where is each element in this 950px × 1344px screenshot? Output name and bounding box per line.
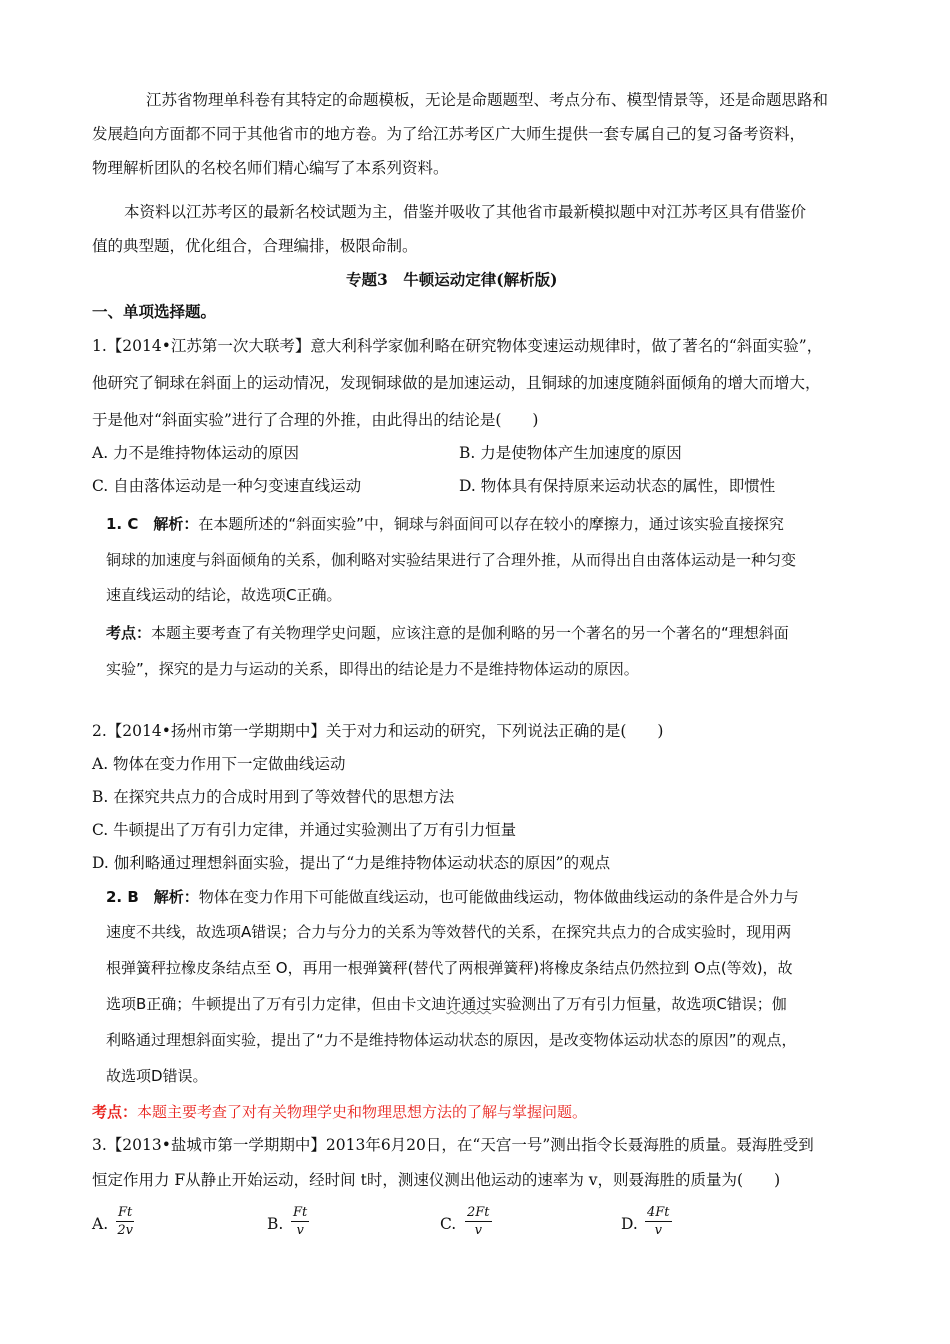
intro-paragraph-1-line-2: 发展趋向方面都不同于其他省市的地方卷。为了给江苏考区广大师生提供一套专属自己的复习备考资料， [92,125,806,143]
intro-paragraph-1-line-3: 物理解析团队的名校名师们精心编写了本系列资料。 [92,159,449,177]
document-title: 专题3 牛顿运动定律(解析版) [346,270,558,289]
q2-option-c: C. 牛顿提出了万有引力定律，并通过实验测出了万有引力恒量 [92,821,517,839]
q3-option-c-label: C. [440,1215,457,1233]
q2-answer-line-1 [106,887,799,907]
q1-option-c: C. 自由落体运动是一种匀变速直线运动 [92,477,362,495]
q2-keypoint [92,1102,587,1122]
q1-keypoint-text-1: 本题主要考查了有关物理学史问题，应该注意的是伽利略的另一个著名的另一个著名的“理想斜面 [151,624,789,642]
q3-option-a-label: A. [92,1215,109,1233]
q1-answer-line-3: 速直线运动的结论，故选项C正确。 [106,586,342,604]
q1-option-d: D. 物体具有保持原来运动状态的属性，即惯性 [459,477,776,495]
q1-answer-line-1 [106,514,784,534]
q3-option-a-numerator: Ft [118,1205,133,1220]
q3-option-b-fraction [291,1205,309,1238]
q3-option-c-fraction [465,1205,492,1238]
q2-option-d: D. 伽利略通过理想斜面实验，提出了“力是维持物体运动状态的原因”的观点 [92,854,611,872]
q2-answer-line-3: 根弹簧秤拉橡皮条结点至 O，再用一根弹簧秤(替代了两根弹簧秤)将橡皮条结点仍然拉到 O点(等效)，故 [106,959,793,977]
q3-option-b-denominator: v [296,1223,304,1238]
intro-paragraph-2-line-2: 值的典型题，优化组合，合理编排，极限命制。 [92,237,418,255]
q1-keypoint-line-1 [106,623,789,643]
q1-option-a: A. 力不是维持物体运动的原因 [92,444,300,462]
q1-stem-line-1: 1.【2014•江苏第一次大联考】意大利科学家伽利略在研究物体变速运动规律时，做了著名的“斜面实验”， [92,337,823,355]
q3-option-d-label: D. [621,1215,638,1233]
intro-paragraph-1-line-1: 江苏省物理单科卷有其特定的命题模板，无论是命题题型、考点分布、模型情景等，还是命题思路和 [146,91,829,109]
q2-answer-text-1: 物体在变力作用下可能做直线运动，也可能做曲线运动，物体做曲线运动的条件是合外力与 [198,888,799,906]
q2-answer-line-2: 速度不共线，故选项A错误；合力与分力的关系为等效替代的关系，在探究共点力的合成实验时，现用两 [106,923,792,941]
q3-stem-line-2: 恒定作用力 F从静止开始运动，经时间 t时，测速仪测出他运动的速率为 v，则聂海胜的质量为( ) [92,1171,781,1189]
q2-answer-text-4c: 实验测出了万有引力恒量，故选项C错误；伽 [491,995,787,1013]
q3-option-d-denominator: v [654,1223,662,1238]
q3-option-b-numerator: Ft [293,1205,308,1220]
q2-stem: 2.【2014•扬州市第一学期期中】关于对力和运动的研究，下列说法正确的是( ) [92,722,664,740]
q2-option-a: A. 物体在变力作用下一定做曲线运动 [92,755,346,773]
q2-keypoint-text: 本题主要考查了对有关物理学史和物理思想方法的了解与掌握问题。 [137,1103,588,1121]
q2-option-b: B. 在探究共点力的合成时用到了等效替代的思想方法 [92,788,455,806]
q2-answer-prefix: 2. B 解析： [106,888,199,906]
q1-answer-prefix: 1. C 解析： [106,515,199,533]
q3-option-c-denominator: v [474,1223,482,1238]
q3-option-d-fraction [645,1205,672,1238]
q1-option-b: B. 力是使物体产生加速度的原因 [459,444,682,462]
intro-paragraph-2-line-1: 本资料以江苏考区的最新名校试题为主，借鉴并吸收了其他省市最新模拟题中对江苏考区具有借鉴价 [124,203,807,221]
q2-answer-line-5: 利略通过理想斜面实验，提出了“力不是维持物体运动状态的原因，是改变物体运动状态的原因”的观点， [106,1031,797,1049]
q3-stem-line-1: 3.【2013•盐城市第一学期期中】2013年6月20日，在“天宫一号”测出指令长聂海胜的质量。聂海胜受到 [92,1136,814,1154]
q2-keypoint-label: 考点： [92,1103,138,1121]
q2-answer-text-4a: 选项B正确；牛顿提出了万有引力定律，但由卡文迪 [106,995,447,1013]
q3-option-a-denominator: 2v [117,1223,133,1238]
q2-answer-line-6: 故选项D错误。 [106,1067,208,1085]
q3-option-a-fraction [116,1205,134,1238]
q2-answer-line-4 [106,994,787,1014]
q3-option-b-label: B. [267,1215,284,1233]
q2-answer-text-4b: 许通过 [446,995,492,1013]
q3-option-c-numerator: 2Ft [467,1205,490,1220]
q1-stem-line-2: 他研究了铜球在斜面上的运动情况，发现铜球做的是加速运动，且铜球的加速度随斜面倾角的增大而增大， [92,374,821,392]
q1-keypoint-label: 考点： [106,624,152,642]
section-heading: 一、单项选择题。 [92,302,217,321]
q3-option-d-numerator: 4Ft [647,1205,670,1220]
q1-answer-line-2: 铜球的加速度与斜面倾角的关系，伽利略对实验结果进行了合理外推，从而得出自由落体运动是一种匀变 [106,551,797,569]
q1-stem-line-3: 于是他对“斜面实验”进行了合理的外推，由此得出的结论是( ) [92,411,539,429]
q1-keypoint-line-2: 实验”，探究的是力与运动的关系，即得出的结论是力不是维持物体运动的原因。 [106,660,639,678]
q1-answer-text-1: 在本题所述的“斜面实验”中，铜球与斜面间可以存在较小的摩擦力，通过该实验直接探究 [198,515,784,533]
